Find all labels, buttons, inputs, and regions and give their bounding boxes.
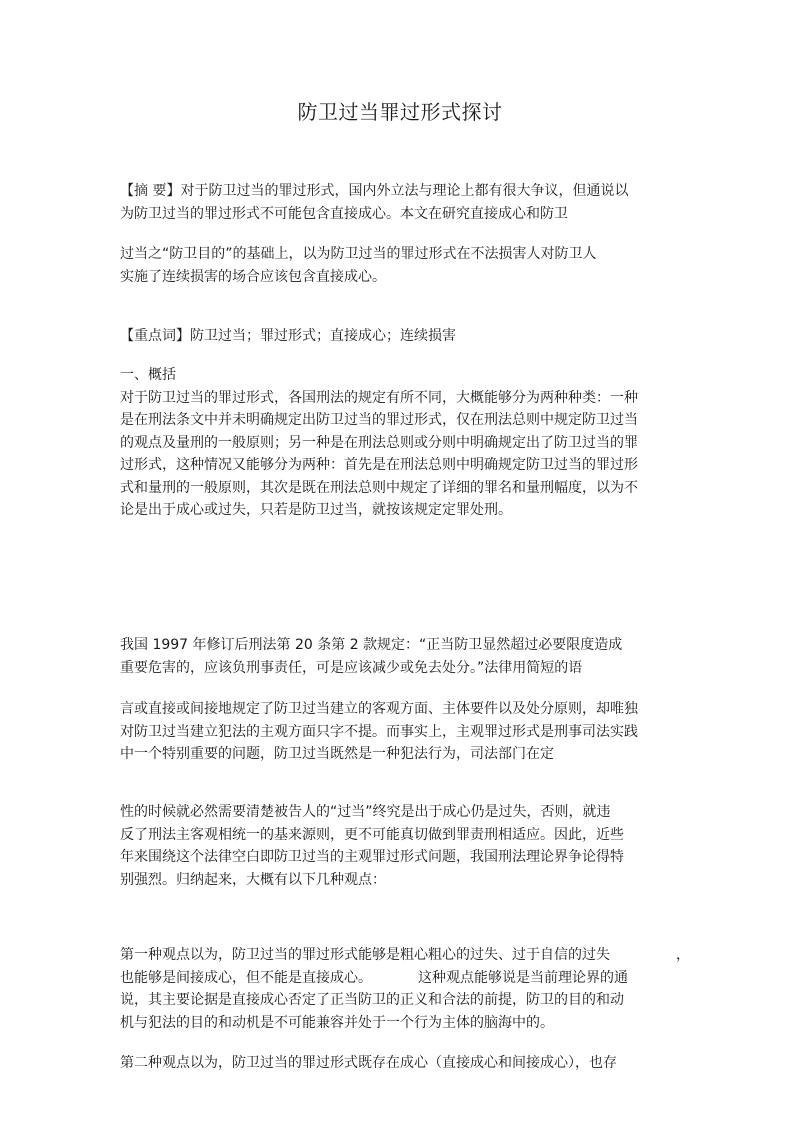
paragraph-2: [120, 634, 685, 679]
body-line: 也能够是间接成心，但不能是直接成心。 这种观点能够说是当前理论界的通: [120, 969, 628, 986]
document-title: 防卫过当罪过形式探讨: [297, 100, 503, 124]
body-line: 论是出于成心或过失，只若是防卫过当，就按该规定定罪处刑。: [120, 502, 512, 518]
body-line: 对于防卫过当的罪过形式，各国刑法的规定有所不同，大概能够分为两种种类：一种: [120, 389, 638, 406]
paragraph-5: [120, 944, 690, 1034]
body-line: 年来围绕这个法律空白即防卫过当的主观罪过形式问题，我国刑法理论界争论得特: [120, 849, 624, 865]
abstract-line: 过当之“防卫目的”的基础上，以为防卫过当的罪过形式在不法损害人对防卫人: [120, 246, 597, 262]
body-line: 反了刑法主客观相统一的基来源则，更不可能真切做到罪责刑相适应。因此，近些: [120, 826, 624, 843]
body-line: 言或直接或间接地规定了防卫过当建立的客观方面、主体要件以及处分原则，却唯独: [120, 701, 638, 717]
body-line: 是在刑法条文中并未明确规定出防卫过当的罪过形式，仅在刑法总则中规定防卫过当: [120, 412, 638, 428]
trailing-comma: ，: [676, 947, 690, 963]
body-line: 式和量刑的一般原则，其次是既在刑法总则中规定了详细的罪名和量刑幅度，以为不: [120, 479, 638, 496]
body-line: 过形式，这种情况又能够分为两种：首先是在刑法总则中明确规定防卫过当的罪过形: [120, 457, 638, 473]
body-line: 重要危害的，应该负刑事责任，可是应该减少或免去处分。”法律用简短的语: [120, 659, 583, 676]
abstract-line: 为防卫过当的罪过形式不可能包含直接成心。本文在研究直接成心和防卫: [120, 205, 568, 222]
body-line: 性的时候就必然需要清楚被告人的“过当”终究是出于成心仍是过失，否则，就违: [120, 804, 611, 820]
paragraph-3: [120, 698, 685, 766]
abstract-line: 【摘 要】对于防卫过当的罪过形式，国内外立法与理论上都有很大争议，但通说以: [120, 183, 629, 199]
keywords: 【重点词】防卫过当；罪过形式；直接成心；连续损害: [120, 328, 456, 344]
section-1: [120, 364, 685, 522]
paragraph-4: [120, 801, 685, 891]
abstract-line: 实施了连续损害的场合应该包含直接成心。: [120, 268, 386, 285]
body-line: 中一个特别重要的问题，防卫过当既然是一种犯法行为，司法部门在定: [120, 746, 554, 762]
body-line: 说，其主要论据是直接成心否定了正当防卫的正义和合法的前提，防卫的目的和动: [120, 992, 624, 1008]
body-line: 机与犯法的目的和动机是不可能兼容并处于一个行为主体的脑海中的。: [120, 1014, 554, 1031]
body-line: 第一种观点以为，防卫过当的罪过形式能够是粗心粗心的过失、过于自信的过失 ，: [120, 944, 685, 967]
body-line: 别强烈。归纳起来，大概有以下几种观点：: [120, 871, 386, 888]
abstract-paragraph-2: [120, 243, 685, 288]
body-line: 我国 1997 年修订后刑法第 20 条第 2 款规定：“正当防卫显然超过必要限度造成: [120, 637, 623, 653]
abstract-paragraph-1: [120, 180, 685, 225]
section-heading: 一、概括: [120, 367, 176, 383]
body-line: 对防卫过当建立犯法的主观方面只字不提。而事实上，主观罪过形式是刑事司法实践: [120, 723, 638, 740]
paragraph-6: [120, 1052, 685, 1075]
body-line: 的观点及量刑的一般原则；另一种是在刑法总则或分则中明确规定出了防卫过当的罪: [120, 434, 638, 451]
body-line: 第二种观点以为，防卫过当的罪过形式既存在成心（直接成心和间接成心），也存: [120, 1055, 617, 1071]
